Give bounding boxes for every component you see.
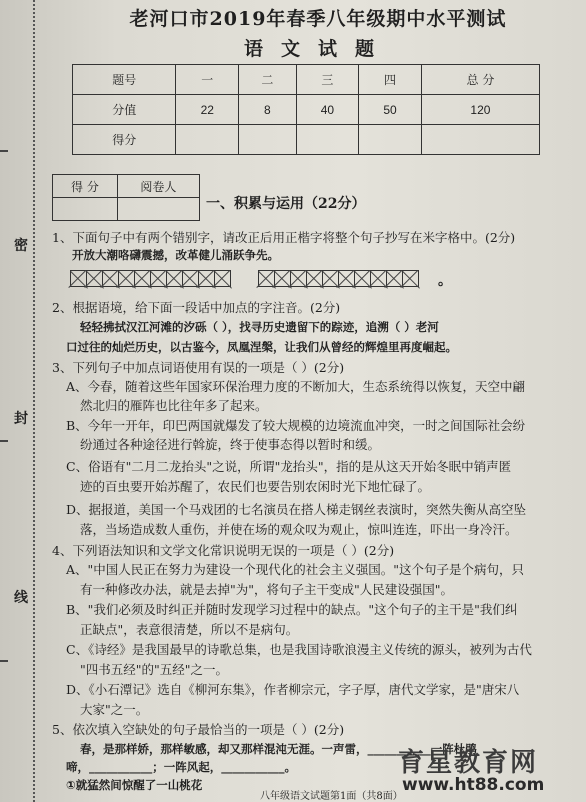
q4-option-b-line2: 正缺点"，表意很清楚，所以不是病句。	[80, 622, 299, 637]
score-earned-cell	[176, 125, 239, 155]
score-table	[72, 64, 540, 155]
q3-prompt: 3、下列句子中加点词语使用有误的一项是（ ）(2分)	[52, 360, 345, 375]
writing-grid-left	[70, 270, 230, 287]
score-value-cell: 22	[176, 95, 239, 125]
score-earned-cell	[296, 125, 359, 155]
score-value-cell: 8	[239, 95, 297, 125]
q5-option-1: ①就猛然间惊醒了一山桃花	[66, 778, 203, 792]
q5-line2: 啼，___________；一阵风起，___________。	[66, 760, 296, 774]
q3-option-d-line1: D、据报道，美国一个马戏团的七名演员在搭人梯走钢丝表演时，突然失衡从高空坠	[66, 502, 527, 517]
page-footer: 八年级语文试题第1面（共8面）	[260, 791, 403, 802]
watermark	[398, 742, 544, 795]
q5-line1: 春，是那样娇，那样敏感，却又那样混沌无涯。一声雷，___________一阵杜鹃	[80, 742, 477, 756]
exam-subject: 语文试题	[243, 38, 392, 60]
score-value-cell: 40	[296, 95, 359, 125]
q3-option-b-line2: 纷通过各种途径进行斡旋，终于使事态得以暂时和缓。	[80, 437, 381, 452]
q4-option-b-line1: B、"我们必须及时纠正并随时发现学习过程中的缺点。"这个句子的主干是"我们纠	[66, 602, 518, 617]
q2-prompt: 2、根据语境，给下面一段话中加点的字注音。(2分)	[52, 300, 341, 315]
score-value-cell: 50	[359, 95, 422, 125]
exam-title: 老河口市2019年春季八年级期中水平测试	[129, 8, 507, 30]
score-table-header-row	[73, 65, 540, 95]
q3-option-c-line1: C、俗语有"二月二龙抬头"之说，所谓"龙抬头"，指的是从这天开始冬眠中销声匿	[66, 459, 512, 474]
q3-option-b-line1: B、今年一开年，印巴两国就爆发了较大规模的边境流血冲突，一时之间国际社会纷	[66, 418, 526, 433]
q5-prompt: 5、依次填入空缺处的句子最恰当的一项是（ ）(2分)	[52, 722, 345, 737]
q1-prompt: 1、下面句子中有两个错别字，请改正后用正楷字将整个句子抄写在米字格中。(2分)	[52, 230, 516, 245]
score-earned-cell	[359, 125, 422, 155]
score-header-cell: 三	[296, 65, 359, 95]
q4-option-c-line2: "四书五经"的"五经"之一。	[80, 662, 228, 677]
score-table-values-row	[73, 95, 540, 125]
seal-char-xian: 线	[14, 590, 28, 606]
edge-mark	[0, 440, 8, 442]
grader-reviewer-label: 阅卷人	[117, 175, 199, 198]
writing-grid-right	[258, 270, 418, 287]
q3-option-a-line1: A、今春，随着这些年国家环保治理力度的不断加大，生态系统得以恢复，天空中翩	[66, 379, 526, 394]
grader-box	[52, 174, 200, 221]
grader-reviewer-cell	[117, 198, 199, 221]
seal-char-feng: 封	[14, 411, 28, 427]
q3-option-c-line2: 迹的百虫要开始苏醒了，农民们也要告别农闲时光下地忙碌了。	[80, 479, 431, 494]
q4-option-a-line2: 有一种修改办法，就是去掉"为"，将句子主干变成"人民建设强国"。	[80, 582, 453, 597]
q2-line1: 轻轻拂拭汉江河滩的汐砾（ ），找寻历史遗留下的踪迹，追溯（ ）老河	[80, 320, 439, 334]
binding-dotted-line	[33, 0, 35, 802]
score-header-cell: 二	[239, 65, 297, 95]
watermark-url: www.ht88.com	[402, 775, 545, 795]
score-earned-cell	[421, 125, 539, 155]
q3-option-a-line2: 然北归的雁阵也比往年多了起来。	[80, 398, 268, 413]
q2-line2: 口过往的灿烂历史，以古鉴今，凤凰涅槃，让我们从曾经的辉煌里再度崛起。	[66, 340, 457, 354]
q4-option-c-line1: C、《诗经》是我国最早的诗歌总集，也是我国诗歌浪漫主义传统的源头，被列为古代	[66, 642, 532, 657]
q4-option-d-line1: D、《小石潭记》选自《柳河东集》，作者柳宗元，字子厚，唐代文学家，是"唐宋八	[66, 682, 520, 697]
score-header-cell: 一	[176, 65, 239, 95]
q4-prompt: 4、下列语法知识和文学文化常识说明无误的一项是（ ）(2分)	[52, 543, 395, 558]
score-header-cell: 四	[359, 65, 422, 95]
q1-sentence: 开放大潮咯礴震撼，改革健儿涌跃争先。	[72, 248, 279, 262]
edge-mark	[0, 660, 8, 662]
score-earned-cell	[239, 125, 297, 155]
section-title: 一、积累与运用（22分）	[206, 196, 366, 212]
seal-char-mi: 密	[14, 238, 28, 254]
edge-mark	[0, 150, 8, 152]
score-header-cell: 题号	[73, 65, 176, 95]
score-header-cell: 总 分	[421, 65, 539, 95]
q4-option-a-line1: A、"中国人民正在努力为建设一个现代化的社会主义强国。"这个句子是个病句，只	[66, 562, 525, 577]
score-value-label: 分值	[73, 95, 176, 125]
grader-score-label: 得 分	[53, 175, 118, 198]
grader-score-cell	[53, 198, 118, 221]
score-value-cell: 120	[421, 95, 539, 125]
grid-period: 。	[438, 273, 452, 289]
score-table-earned-row	[73, 125, 540, 155]
score-earned-label: 得分	[73, 125, 176, 155]
q3-option-d-line2: 落，当场造成数人重伤，并使在场的观众叹为观止，惊叫连连，吓出一身冷汗。	[80, 522, 518, 537]
watermark-brand: 育星教育网	[398, 748, 539, 778]
q4-option-d-line2: 大家"之一。	[80, 702, 149, 717]
binding-margin	[0, 0, 50, 802]
